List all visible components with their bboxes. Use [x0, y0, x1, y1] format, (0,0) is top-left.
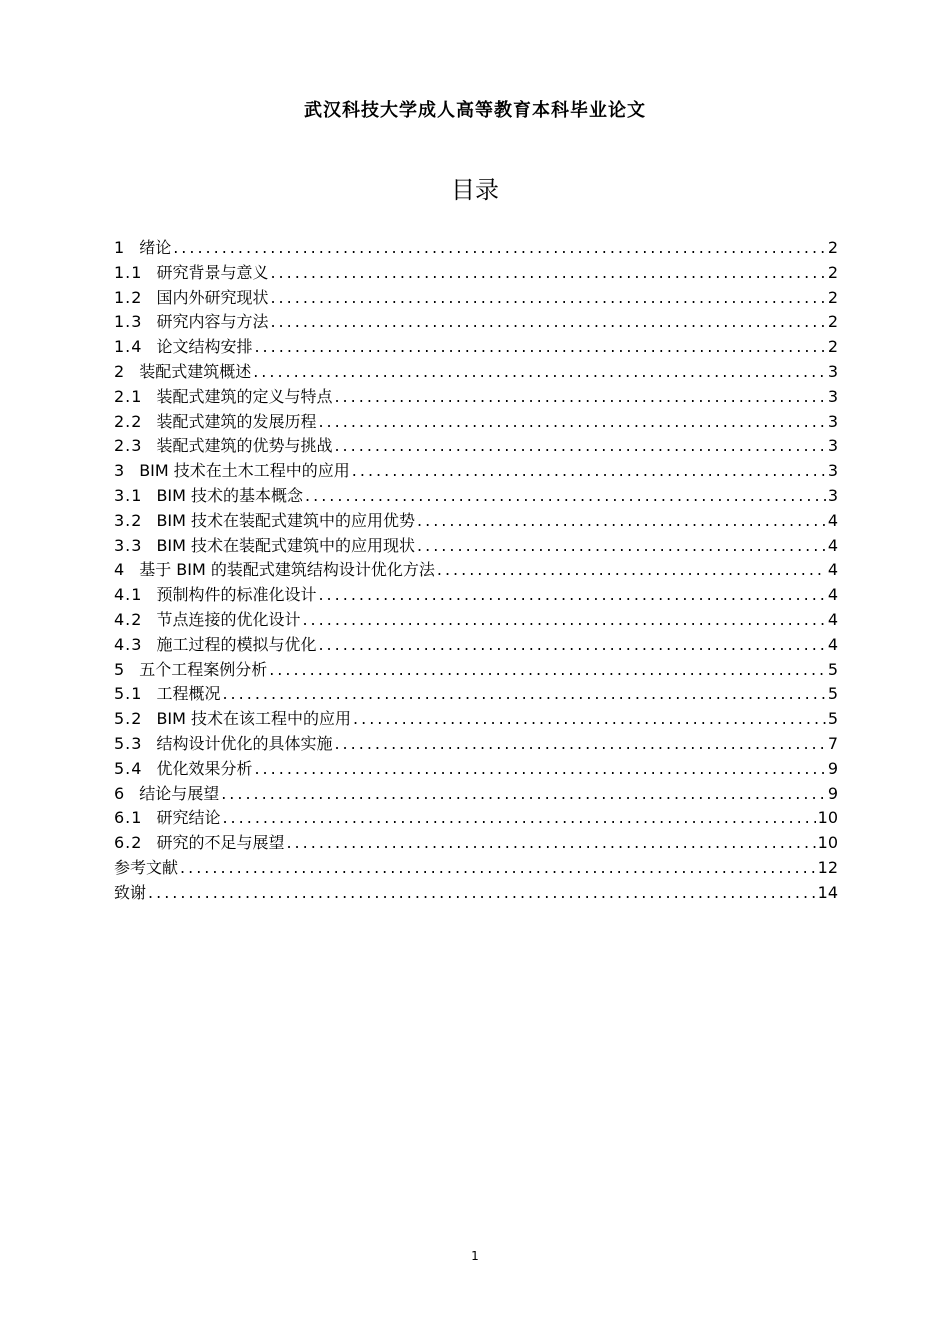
toc-entry[interactable]	[114, 335, 838, 360]
toc-entry-number: 3.3	[114, 535, 143, 555]
toc-entry-title: 基于 BIM 的装配式建筑结构设计优化方法	[139, 560, 435, 580]
toc-entry-number: 1.1	[114, 262, 143, 282]
toc-entry-number: 6.1	[114, 808, 143, 828]
toc-entry-title: 工程概况	[156, 684, 221, 704]
toc-leader-dots	[332, 732, 825, 757]
toc-entry-number: 6	[114, 783, 126, 803]
toc-entry-number: 6.2	[114, 833, 143, 853]
page-number: 1	[471, 1249, 479, 1263]
toc-entry-number: 1.2	[114, 287, 143, 307]
toc-entry-page: 3	[827, 436, 838, 456]
toc-entry-page: 2	[827, 238, 838, 257]
toc-leader-dots	[252, 757, 825, 782]
toc-entry-number: 2	[114, 361, 126, 381]
toc-leader-dots	[220, 806, 815, 831]
toc-leader-dots	[350, 459, 826, 484]
toc-entry-page: 2	[827, 312, 838, 332]
toc-leader-dots	[252, 335, 825, 360]
toc-entry-page: 7	[827, 733, 838, 753]
toc-entry-page: 4	[827, 560, 838, 580]
toc-entry-title: 论文结构安排	[156, 337, 253, 357]
toc-leader-dots	[219, 782, 826, 807]
toc-entry-number: 3.1	[114, 485, 143, 505]
toc-leader-dots	[316, 633, 825, 658]
toc-entry[interactable]	[114, 806, 838, 831]
toc-entry-page: 9	[827, 783, 838, 803]
toc-entry-page: 3	[827, 361, 838, 381]
table-of-contents	[114, 236, 838, 906]
toc-entry[interactable]	[114, 261, 838, 286]
toc-entry-page: 14	[817, 882, 838, 902]
toc-entry[interactable]	[114, 360, 838, 385]
toc-entry-title: 五个工程案例分析	[139, 659, 268, 679]
toc-entry-page: 2	[827, 337, 838, 357]
toc-entry-page: 5	[827, 684, 838, 704]
toc-leader-dots	[251, 360, 826, 385]
toc-leader-dots	[332, 434, 825, 459]
toc-entry-page: 2	[827, 287, 838, 307]
toc-leader-dots	[267, 658, 826, 683]
toc-entry-number: 4.3	[114, 634, 143, 654]
toc-entry[interactable]	[114, 385, 838, 410]
toc-entry-page: 3	[827, 461, 838, 481]
toc-entry[interactable]	[114, 707, 838, 732]
toc-entry-number: 5.4	[114, 758, 143, 778]
toc-entry-number: 3.2	[114, 510, 143, 530]
toc-entry-page: 5	[827, 659, 838, 679]
toc-entry-title: 研究结论	[156, 808, 221, 828]
toc-entry-title: BIM 技术在土木工程中的应用	[139, 461, 350, 481]
toc-leader-dots	[171, 236, 826, 261]
toc-leader-dots	[351, 707, 826, 732]
toc-entry-number: 5.3	[114, 733, 143, 753]
toc-leader-dots	[300, 608, 825, 633]
toc-entry-page: 10	[817, 808, 838, 828]
toc-entry[interactable]	[114, 286, 838, 311]
toc-entry[interactable]	[114, 782, 838, 807]
toc-entry[interactable]	[114, 831, 838, 856]
toc-entry-page: 12	[817, 857, 838, 877]
toc-entry-page: 4	[827, 585, 838, 605]
toc-entry-page: 3	[827, 485, 838, 505]
toc-entry-title: 结论与展望	[139, 783, 220, 803]
toc-entry-number: 5	[114, 659, 126, 679]
toc-entry-number: 3	[114, 461, 126, 481]
toc-entry[interactable]	[114, 608, 838, 633]
toc-leader-dots	[146, 881, 816, 906]
toc-entry[interactable]	[114, 633, 838, 658]
toc-entry[interactable]	[114, 658, 838, 683]
toc-entry-title: BIM 技术在该工程中的应用	[156, 709, 352, 729]
toc-entry-title: 参考文献	[114, 857, 179, 877]
toc-leader-dots	[316, 410, 825, 435]
toc-entry[interactable]	[114, 682, 838, 707]
toc-entry[interactable]	[114, 558, 838, 583]
toc-leader-dots	[268, 261, 825, 286]
toc-entry-title: 装配式建筑概述	[139, 361, 252, 381]
toc-entry-title: 节点连接的优化设计	[156, 609, 301, 629]
toc-leader-dots	[178, 856, 816, 881]
toc-entry[interactable]	[114, 881, 838, 906]
toc-entry-number: 4.1	[114, 585, 143, 605]
toc-leader-dots	[303, 484, 826, 509]
toc-leader-dots	[284, 831, 815, 856]
toc-entry-title: 研究内容与方法	[156, 312, 269, 332]
toc-leader-dots	[268, 310, 825, 335]
toc-entry-number: 1.3	[114, 312, 143, 332]
toc-leader-dots	[268, 286, 825, 311]
toc-entry-number: 4.2	[114, 609, 143, 629]
toc-entry-title: 装配式建筑的优势与挑战	[156, 436, 333, 456]
toc-entry-title: BIM 技术在装配式建筑中的应用优势	[156, 510, 416, 530]
toc-entry[interactable]	[114, 583, 838, 608]
toc-entry-page: 4	[827, 634, 838, 654]
toc-entry[interactable]	[114, 310, 838, 335]
toc-entry-number: 5.2	[114, 709, 143, 729]
toc-entry-number: 2.2	[114, 411, 143, 431]
toc-entry-page: 4	[827, 609, 838, 629]
toc-entry-number: 4	[114, 560, 126, 580]
toc-entry-page: 10	[817, 833, 838, 853]
toc-entry-number: 5.1	[114, 684, 143, 704]
toc-entry-title: 优化效果分析	[156, 758, 253, 778]
toc-entry-title: 绪论	[139, 238, 172, 257]
toc-entry-title: 研究背景与意义	[156, 262, 269, 282]
toc-entry-title: 预制构件的标准化设计	[156, 585, 317, 605]
toc-entry-page: 3	[827, 411, 838, 431]
toc-leader-dots	[332, 385, 825, 410]
toc-entry[interactable]	[114, 509, 838, 534]
toc-entry[interactable]	[114, 534, 838, 559]
toc-entry-page: 5	[827, 709, 838, 729]
toc-leader-dots	[415, 509, 826, 534]
toc-entry[interactable]	[114, 434, 838, 459]
toc-leader-dots	[415, 534, 826, 559]
toc-entry[interactable]	[114, 459, 838, 484]
toc-entry-page: 2	[827, 262, 838, 282]
toc-entry-title: BIM 技术的基本概念	[156, 485, 304, 505]
toc-entry[interactable]	[114, 236, 838, 261]
toc-entry-title: 国内外研究现状	[156, 287, 269, 307]
toc-title: 目录	[451, 176, 499, 204]
document-header: 武汉科技大学成人高等教育本科毕业论文	[304, 100, 646, 121]
toc-entry[interactable]	[114, 410, 838, 435]
toc-entry[interactable]	[114, 757, 838, 782]
toc-entry[interactable]	[114, 484, 838, 509]
toc-leader-dots	[316, 583, 825, 608]
toc-entry-title: 装配式建筑的发展历程	[156, 411, 317, 431]
toc-entry-title: 装配式建筑的定义与特点	[156, 386, 333, 406]
toc-entry-number: 2.1	[114, 386, 143, 406]
toc-entry-title: 研究的不足与展望	[156, 833, 285, 853]
toc-entry-title: 结构设计优化的具体实施	[156, 733, 333, 753]
toc-entry-title: BIM 技术在装配式建筑中的应用现状	[156, 535, 416, 555]
toc-leader-dots	[435, 558, 826, 583]
toc-entry-title: 施工过程的模拟与优化	[156, 634, 317, 654]
toc-entry-number: 1	[114, 238, 126, 257]
toc-entry-number: 1.4	[114, 337, 143, 357]
toc-entry[interactable]	[114, 732, 838, 757]
toc-entry-page: 3	[827, 386, 838, 406]
toc-entry[interactable]	[114, 856, 838, 881]
toc-entry-number: 2.3	[114, 436, 143, 456]
toc-entry-page: 4	[827, 535, 838, 555]
toc-entry-page: 4	[827, 510, 838, 530]
toc-leader-dots	[220, 682, 825, 707]
toc-entry-title: 致谢	[114, 882, 147, 902]
toc-entry-page: 9	[827, 758, 838, 778]
